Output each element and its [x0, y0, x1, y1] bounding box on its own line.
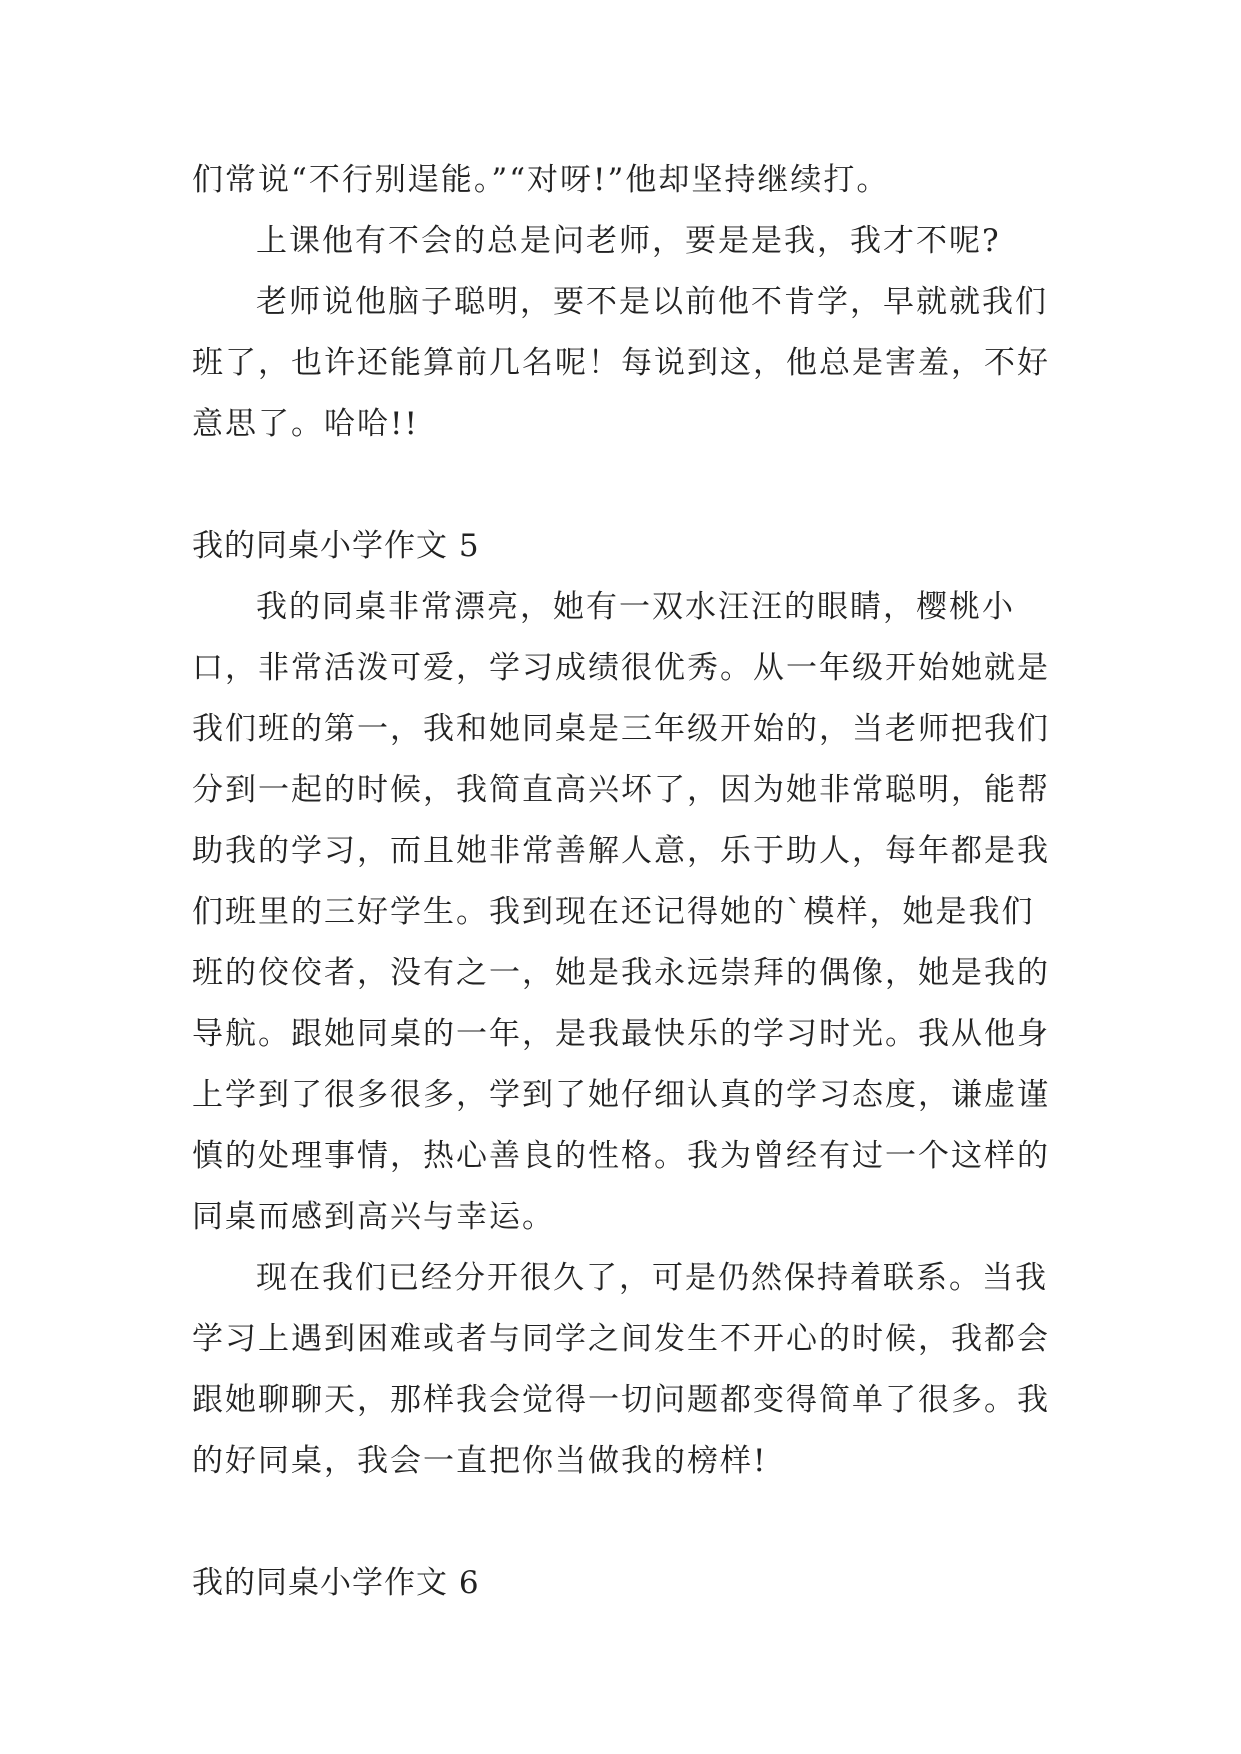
- section-heading: 我的同桌小学作文 6: [192, 1565, 480, 1601]
- section-spacer: [192, 455, 1052, 516]
- section-spacer: [192, 1492, 1052, 1553]
- paragraph: 老师说他脑子聪明，要不是以前他不肯学，早就就我们班了，也许还能算前几名呢！每说到这，他总是害羞，不好意思了。哈哈!!: [192, 284, 1050, 442]
- section-heading: 我的同桌小学作文 5: [192, 528, 480, 564]
- paragraph: 现在我们已经分开很久了，可是仍然保持着联系。当我学习上遇到困难或者与同学之间发生不开心的时候，我都会跟她聊聊天，那样我会觉得一切问题都变得简单了很多。我的好同桌，我会一直把你当做我的榜样!: [192, 1260, 1050, 1479]
- paragraph-continued: 们常说“不行别逞能。”“对呀!”他却坚持继续打。: [192, 162, 890, 198]
- document-body: [192, 150, 1052, 1614]
- paragraph: 我的同桌非常漂亮，她有一双水汪汪的眼睛，樱桃小口，非常活泼可爱，学习成绩很优秀。从一年级开始她就是我们班的第一，我和她同桌是三年级开始的，当老师把我们分到一起的时候，我简直高兴坏了，因为她非常聪明，能帮助我的学习，而且她非常善解人意，乐于助人，每年都是我们班里的三好学生。我到现在还记得她的`模样，她是我们班的佼佼者，没有之一，她是我永远崇拜的偶像，她是我的导航。跟她同桌的一年，是我最快乐的学习时光。我从他身上学到了很多很多，学到了她仔细认真的学习态度，谦虚谨慎的处理事情，热心善良的性格。我为曾经有过一个这样的同桌而感到高兴与幸运。: [192, 589, 1050, 1235]
- paragraph: 上课他有不会的总是问老师，要是是我，我才不呢?: [256, 223, 1001, 259]
